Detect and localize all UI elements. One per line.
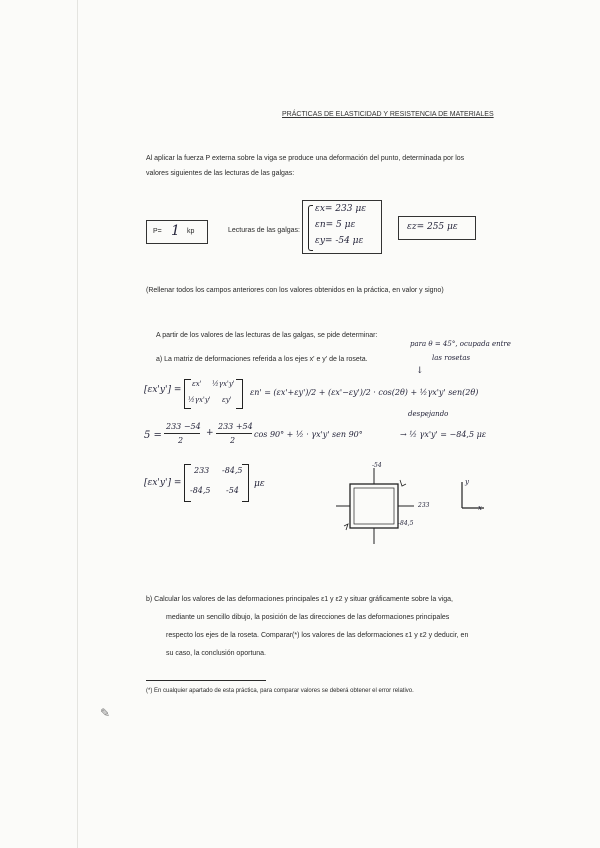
fraction-1-numerator: 233 −54	[166, 422, 201, 431]
despejando-note: despejando	[408, 410, 449, 418]
element-inner-square	[354, 488, 394, 524]
fraction-2-denominator: 2	[230, 436, 236, 445]
footnote-rule	[146, 680, 266, 681]
result-unit: με	[254, 479, 265, 489]
result-bracket-right	[242, 464, 249, 502]
section-a-question: a) La matriz de deformaciones referida a los ejes x' e y' de la roseta.	[156, 356, 368, 363]
matrix-bracket-left	[184, 379, 191, 409]
intro-line-2: valores siguientes de las lecturas de las galgas:	[146, 170, 295, 177]
shear-arrow-bottom	[344, 524, 348, 530]
margin-note-2: las rosetas	[432, 354, 471, 362]
axis-y-label: y	[465, 478, 469, 486]
section-b-line-1: b) Calcular los valores de las deformaciones principales ε1 y ε2 y situar gráficamente sobre la viga,	[146, 596, 453, 603]
gauges-box	[302, 200, 382, 254]
fraction-2-bar	[216, 433, 252, 434]
result-r21: -84,5	[190, 486, 211, 495]
matrix-m21: ½γx'y'	[188, 396, 211, 404]
shear-arrow-top	[400, 480, 406, 486]
result-r12: -84,5	[222, 466, 243, 475]
result-r11: 233	[194, 466, 210, 475]
diagram-label-right: 233	[418, 502, 430, 509]
gauge-x-value: εx= 233 με	[315, 204, 367, 214]
page-margin-line	[77, 0, 78, 848]
result-matrix-label: [εx'y'] =	[144, 478, 182, 488]
equation-1: εn' = (εx'+εy')/2 + (εx'−εy')/2 · cos(2θ) + ½γx'y' sen(2θ)	[250, 388, 479, 397]
gauge-n-value: εn= 5 με	[315, 220, 356, 230]
section-b-line-4: su caso, la conclusión oportuna.	[166, 650, 267, 657]
gauge-y-value: εy= -54 με	[315, 236, 364, 246]
gauges-label: Lecturas de las galgas:	[228, 227, 300, 234]
force-label: P=	[153, 228, 162, 235]
page-header-title: PRÁCTICAS DE ELASTICIDAD Y RESISTENCIA DE MATERIALES	[282, 111, 494, 118]
section-b-line-2: mediante un sencillo dibujo, la posición de las direcciones de las deformaciones principales	[166, 614, 450, 621]
result-r22: -54	[226, 486, 239, 495]
plus-sign: +	[206, 428, 214, 438]
force-box	[146, 220, 208, 244]
matrix-m11: εx'	[192, 380, 202, 388]
matrix-m22: εy'	[222, 396, 232, 404]
equation-2-rest: cos 90° + ½ · γx'y' sen 90°	[254, 430, 363, 439]
matrix-label: [εx'y'] =	[144, 385, 182, 395]
fraction-1-denominator: 2	[178, 436, 184, 445]
diagram-label-top: -54	[372, 462, 382, 469]
gauge-z-value: εz= 255 με	[407, 222, 458, 232]
pencil-mark-icon: ✎	[100, 706, 111, 720]
intro-line-1: Al aplicar la fuerza P externa sobre la viga se produce una deformación del punto, determinada por los	[146, 155, 465, 162]
equation-2-start: 5 =	[144, 430, 162, 441]
fraction-1-bar	[164, 433, 200, 434]
matrix-m12: ½γx'y'	[212, 380, 235, 388]
force-unit: kp	[187, 228, 195, 235]
axis-x-label: x	[478, 504, 482, 512]
footnote-text: (*) En cualquier apartado de esta práctica, para comparar valores se deberá obtener el error relativo.	[146, 688, 414, 694]
fill-note: (Rellenar todos los campos anteriores con los valores obtenidos en la práctica, en valor y signo)	[146, 287, 444, 294]
force-value: 1	[171, 223, 180, 239]
equation-2-result: → ½ γx'y' = −84,5 με	[400, 430, 487, 439]
section-a-intro: A partir de los valores de las lecturas de las galgas, se pide determinar:	[156, 332, 378, 339]
section-b-line-3: respecto los ejes de la roseta. Comparar(*) los valores de las deformaciones ε1 y ε2 y deducir, en	[166, 632, 469, 639]
gauge-z-box	[398, 216, 476, 240]
diagram-label-corner: -84,5	[398, 520, 414, 527]
fraction-2-numerator: 233 +54	[218, 422, 253, 431]
margin-arrow-icon: ↓	[416, 366, 424, 376]
result-bracket-left	[184, 464, 191, 502]
margin-note-1: para θ = 45°, ocupada entre	[410, 340, 511, 348]
matrix-bracket-right	[236, 379, 243, 409]
element-square	[350, 484, 398, 528]
axes-diagram	[454, 478, 494, 514]
gauges-brace	[308, 205, 313, 251]
